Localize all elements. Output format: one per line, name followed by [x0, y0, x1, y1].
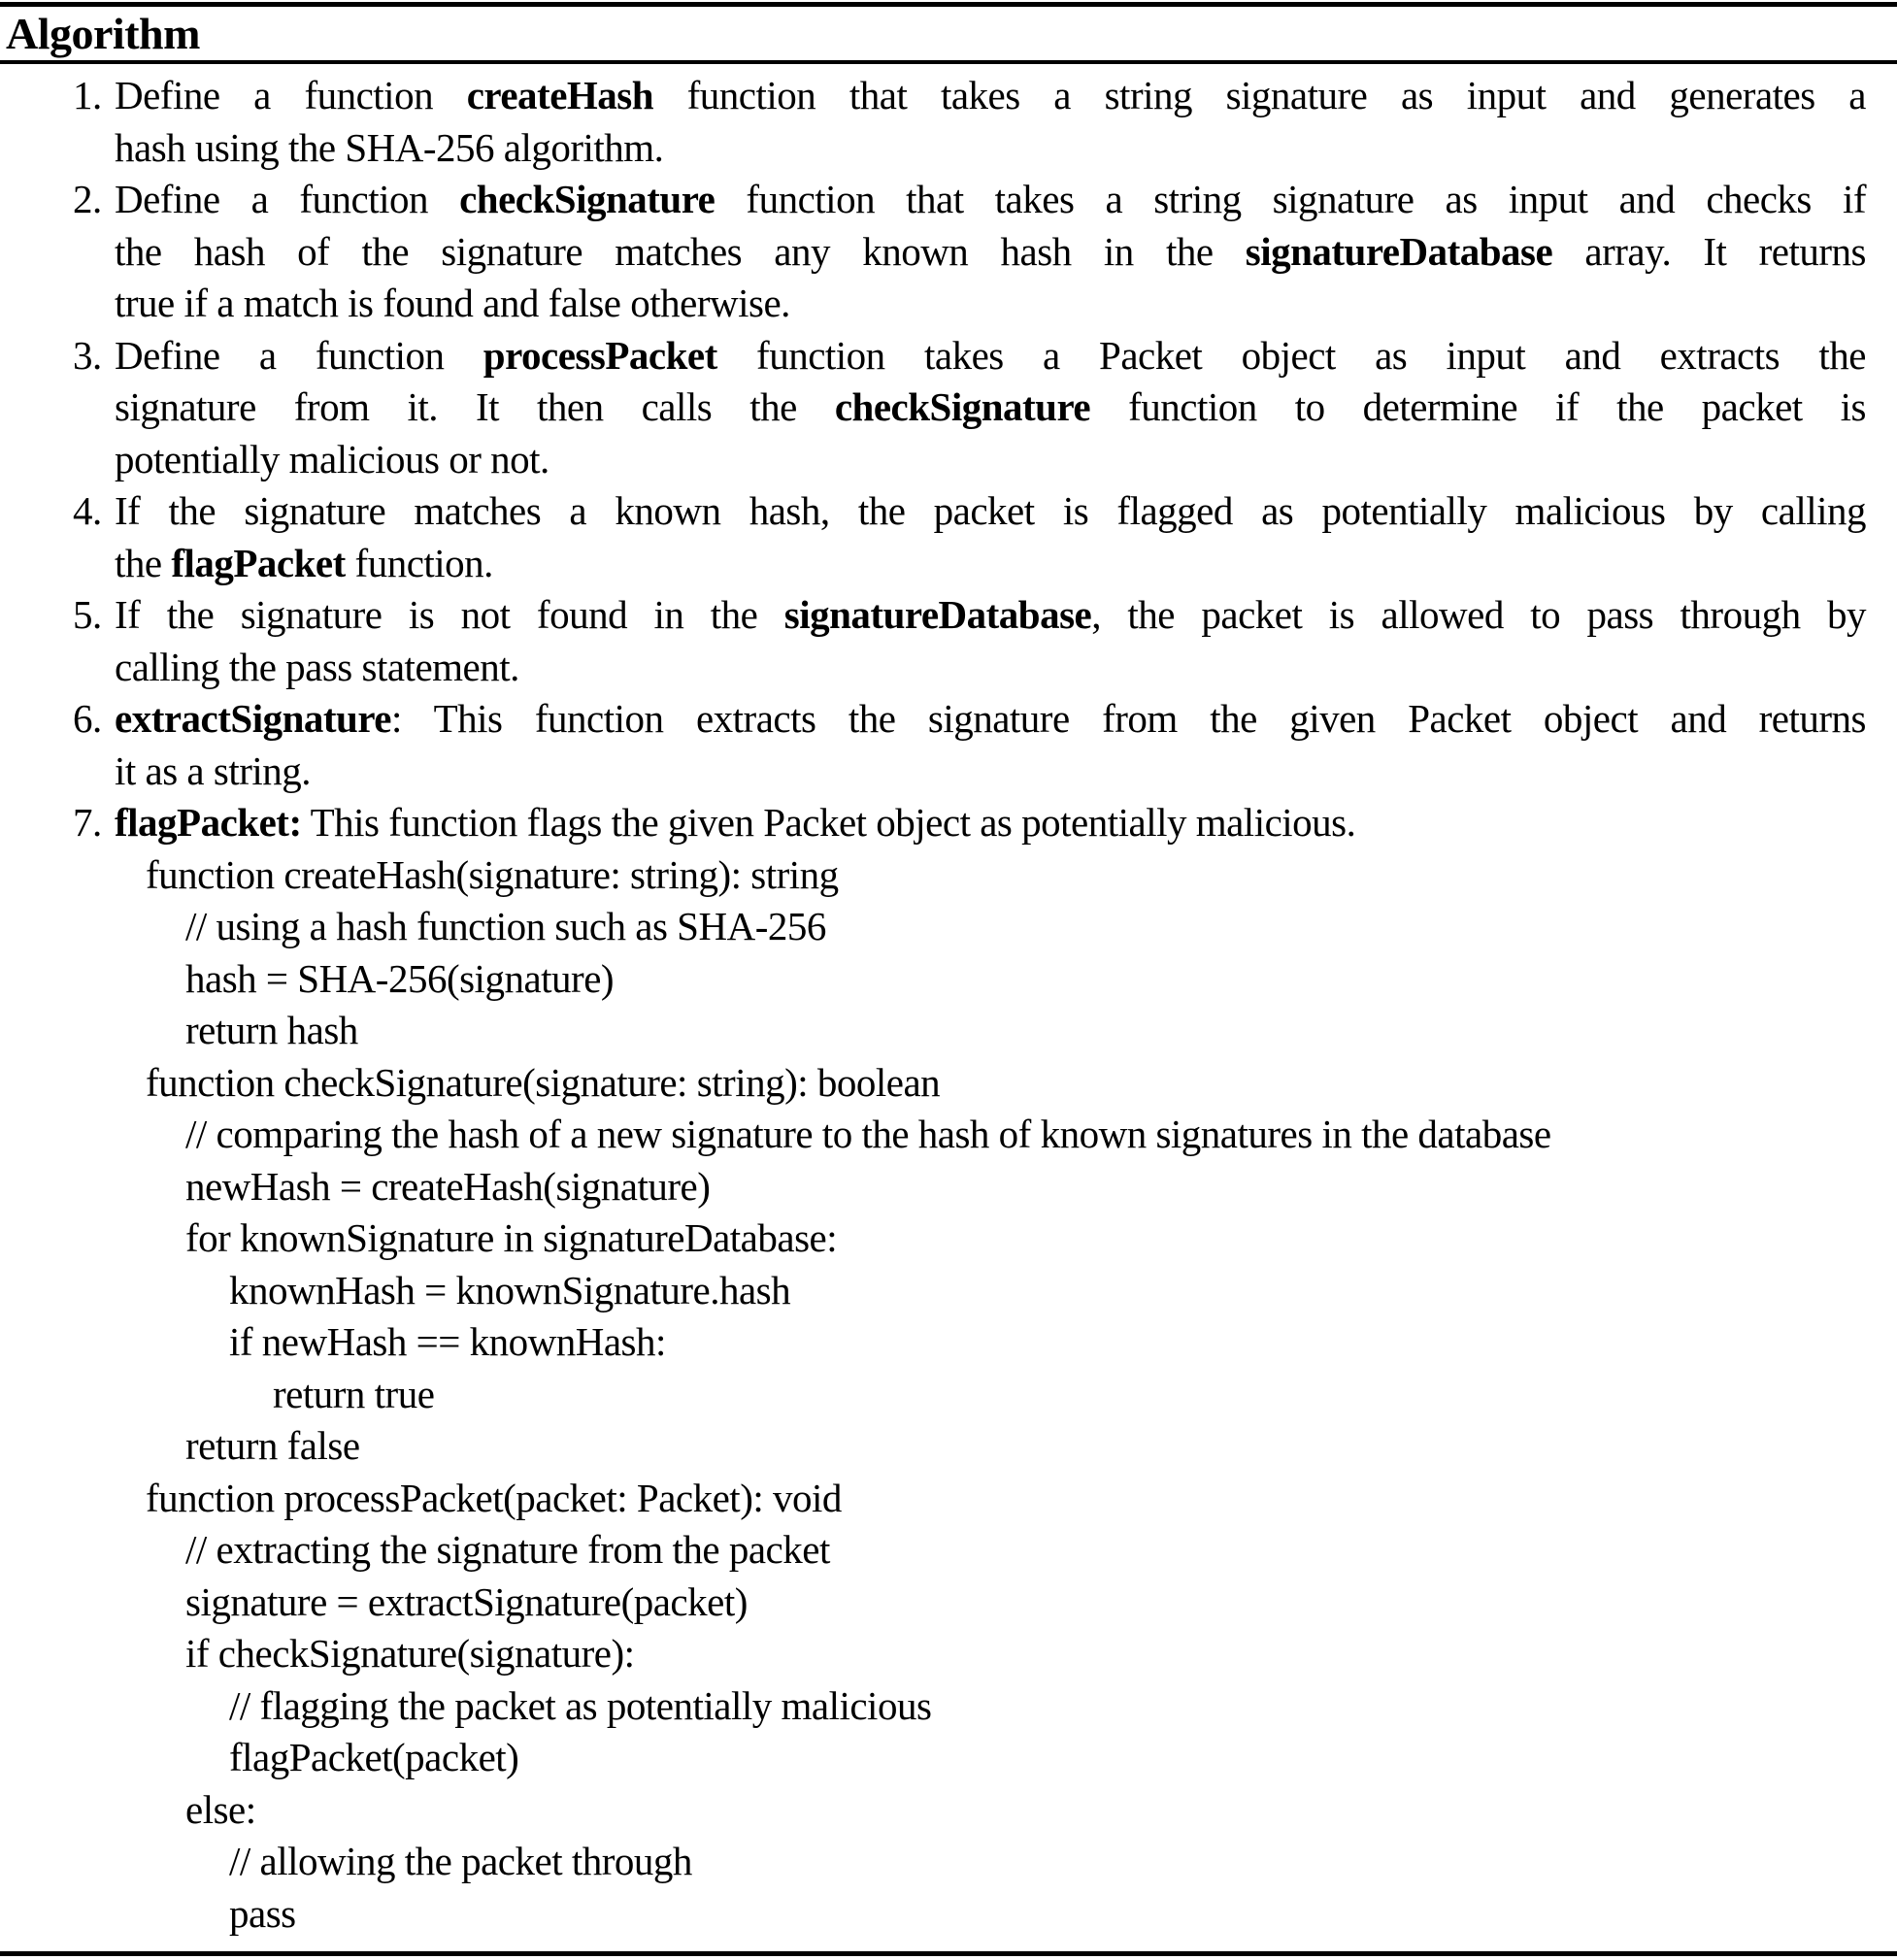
code-line: knownHash = knownSignature.hash [229, 1267, 791, 1312]
code-line: // allowing the packet through [229, 1839, 692, 1883]
code-line: // comparing the hash of a new signature to the hash of known signatures in the database [185, 1112, 1551, 1156]
list-item [0, 485, 1897, 589]
code-line: return true [273, 1371, 435, 1416]
step-line: the hash of the signature matches any known hash in the signatureDatabase array. It returns [115, 228, 1866, 274]
code-line: return hash [185, 1008, 358, 1052]
algorithm-steps [0, 70, 1897, 849]
step-number: 3. [73, 332, 102, 378]
code-line: pass [229, 1890, 296, 1936]
code-line: function processPacket(packet: Packet): void [146, 1475, 842, 1520]
code-line: function checkSignature(signature: string): boolean [146, 1059, 941, 1105]
algorithm-title: Algorithm [6, 9, 200, 58]
step-line: Define a function createHash function that takes a string signature as input and generates a [115, 73, 1866, 117]
step-number: 6. [73, 696, 102, 741]
code-line: if checkSignature(signature): [185, 1631, 635, 1676]
code-line: // extracting the signature from the packet [185, 1527, 830, 1572]
step-line: If the signature matches a known hash, the packet is flagged as potentially malicious by calling [115, 488, 1866, 533]
step-number: 2. [73, 177, 102, 221]
step-number: 4. [73, 488, 102, 533]
step-line: potentially malicious or not. [115, 436, 549, 482]
code-line: function createHash(signature: string): string [146, 851, 839, 897]
bottom-rule [0, 1951, 1897, 1956]
code-line: return false [185, 1423, 360, 1468]
step-line: flagPacket: This function flags the given Packet object as potentially malicious. [115, 800, 1356, 845]
step-number: 7. [73, 800, 102, 845]
code-line: if newHash == knownHash: [229, 1319, 666, 1364]
code-line: for knownSignature in signatureDatabase: [185, 1215, 838, 1260]
list-item [0, 70, 1897, 174]
step-number: 5. [73, 592, 102, 637]
step-line: the flagPacket function. [115, 540, 493, 585]
step-line: true if a match is found and false otherwise. [115, 281, 790, 325]
step-line: signature from it. It then calls the checkSignature function to determine if the packet is [115, 384, 1866, 429]
step-line: it as a string. [115, 747, 312, 793]
list-item [0, 330, 1897, 486]
step-line: If the signature is not found in the signatureDatabase, the packet is allowed to pass through by [115, 592, 1866, 637]
code-line: signature = extractSignature(packet) [185, 1578, 748, 1624]
list-item [0, 797, 1897, 849]
code-line: else: [185, 1786, 256, 1832]
step-line: extractSignature: This function extracts the signature from the given Packet object and returns [115, 696, 1866, 741]
step-line: Define a function checkSignature function that takes a string signature as input and checks if [115, 177, 1866, 221]
code-line: // flagging the packet as potentially malicious [229, 1682, 932, 1728]
list-item [0, 693, 1897, 797]
algorithm-body [0, 64, 1897, 1940]
code-line: hash = SHA-256(signature) [185, 955, 615, 1001]
step-number: 1. [73, 73, 102, 117]
code-line: flagPacket(packet) [229, 1735, 519, 1779]
pseudocode [0, 849, 1897, 1941]
step-line: hash using the SHA-256 algorithm. [115, 124, 664, 170]
step-line: Define a function processPacket function takes a Packet object as input and extracts the [115, 332, 1866, 378]
step-line: calling the pass statement. [115, 644, 519, 689]
code-line: // using a hash function such as SHA-256 [185, 904, 826, 948]
list-item [0, 174, 1897, 330]
code-line: newHash = createHash(signature) [185, 1163, 711, 1209]
list-item [0, 589, 1897, 693]
